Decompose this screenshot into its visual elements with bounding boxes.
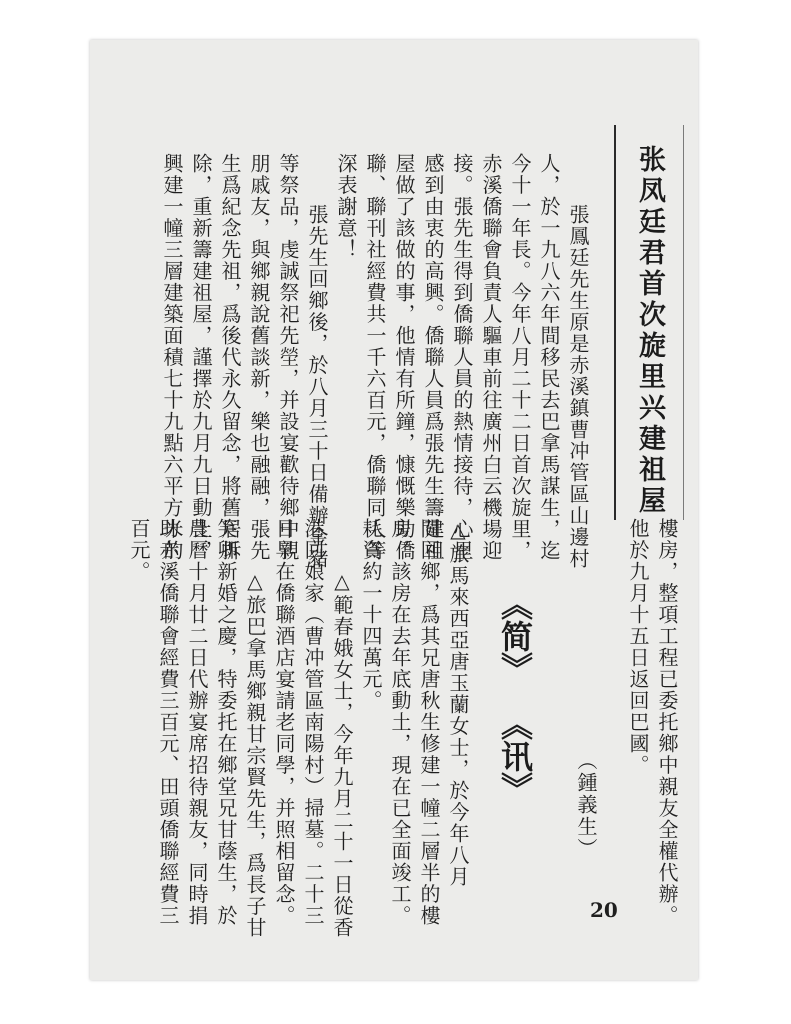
article-line-16: 樓房，整項工程已委托鄉中親友全權代辦。 xyxy=(655,518,679,927)
article-line-6: 感到由衷的高興。僑聯人員爲張先生籌建祖 xyxy=(421,153,445,562)
news-line-5: △範春娥女士，今年九月二十一日從香 xyxy=(330,518,354,939)
article-line-4: 赤溪僑聯會負責人驅車前往廣州白云機場迎 xyxy=(479,153,503,562)
article-line-1: 張鳳廷先生原是赤溪鎮曹冲管區山邊村 xyxy=(566,153,590,570)
page-number: 20 xyxy=(590,898,618,922)
article-line-14: 除，重新籌建祖屋，謹擇於九月九日動土， xyxy=(189,153,213,562)
news-line-3: 房。該房在去年底動土，現在已全面竣工。 xyxy=(388,518,412,927)
news-heading-jian: 《简》 xyxy=(496,588,534,684)
article-line-7: 屋做了該做的事，他情有所鐘，慷慨樂助僑 xyxy=(392,153,416,562)
news-line-1: △旅馬來西亞唐玉蘭女士，於今年八月 xyxy=(446,518,470,888)
article-line-10: 張先生回鄉後，於八月三十日備辦金豬 xyxy=(305,153,329,570)
article-signature: （鍾義生） xyxy=(574,750,598,860)
news-line-9: 笑卿新婚之慶，特委托在鄉堂兄甘蔭生，於 xyxy=(214,518,238,927)
news-line-4: 耗資約一十四萬元。 xyxy=(359,518,383,712)
article-title: 张凤廷君首次旋里兴建祖屋 xyxy=(634,145,665,517)
news-line-11: 助赤溪僑聯會經費三百元、田頭僑聯經費三 xyxy=(156,518,180,927)
article-line-3: 今十一年長。今年八月二十二日首次旋里， xyxy=(508,153,532,562)
article-line-15: 興建一幢三層建築面積七十九點六平方米的 xyxy=(160,153,184,562)
magazine-page xyxy=(90,40,698,980)
news-line-7: 日早在僑聯酒店宴請老同學，并照相留念。 xyxy=(272,518,296,927)
article-line-9: 深表謝意！ xyxy=(334,153,358,261)
article-line-8: 聯、聯刊社經費共一千六百元，僑聯同人等 xyxy=(363,153,387,562)
news-line-12: 百元。 xyxy=(127,518,151,583)
article-line-11: 等祭品，虔誠祭祀先塋，并設宴歡待鄉中親 xyxy=(276,153,300,562)
article-line-13: 生爲紀念先祖，爲後代永久留念，將舊居拆 xyxy=(218,153,242,562)
article-title-box xyxy=(614,125,684,520)
news-line-6: 港回娘家（曹冲管區南陽村）掃墓。二十三 xyxy=(301,518,325,927)
article-line-17: 他於九月十五日返回巴國。 xyxy=(626,518,650,776)
news-line-8: △旅巴拿馬鄉親甘宗賢先生，爲長子甘 xyxy=(243,518,267,939)
article-line-5: 接。張先生得到僑聯人員的熱情接待，心里 xyxy=(450,153,474,562)
news-line-2: 間回鄉，爲其兄唐秋生修建一幢二層半的樓 xyxy=(417,518,441,927)
news-line-10: 農曆十月廿二日代辦宴席招待親友，同時捐 xyxy=(185,518,209,927)
article-line-12: 朋戚友，與鄉親說舊談新，樂也融融，張先 xyxy=(247,153,271,562)
news-heading-xun: 《讯》 xyxy=(496,708,534,804)
article-line-2: 人，於一九八六年間移民去巴拿馬謀生，迄 xyxy=(537,153,561,562)
